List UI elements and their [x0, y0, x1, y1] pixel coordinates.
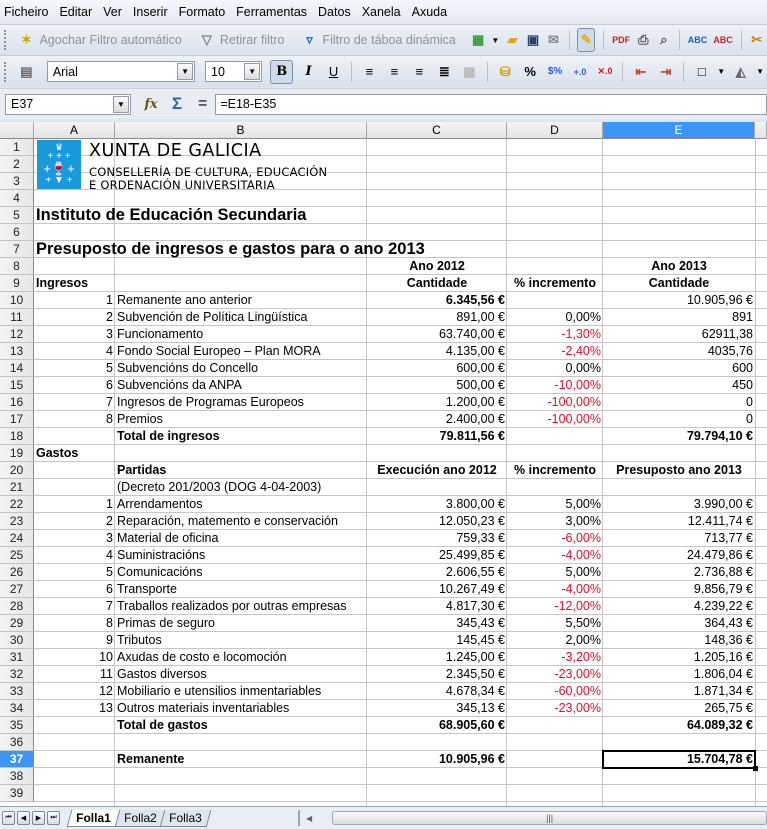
row-header-30[interactable]: 30: [0, 632, 34, 649]
percent-increment[interactable]: -60,00%: [554, 684, 601, 698]
amount-2013[interactable]: 1.205,16 €: [693, 650, 753, 664]
amount-2013[interactable]: 713,77 €: [704, 531, 753, 545]
percent-increment[interactable]: 5,50%: [565, 616, 601, 630]
amount-2012[interactable]: 2.400,00 €: [445, 412, 505, 426]
autospellcheck-icon[interactable]: ABC: [713, 35, 733, 45]
amount-2012[interactable]: 345,43 €: [456, 616, 505, 630]
header-presuposto-2013[interactable]: Presuposto ano 2013: [616, 463, 742, 477]
column-header-b[interactable]: B: [115, 122, 367, 139]
formula-bar: [0, 88, 767, 119]
item-label[interactable]: Subvencións do Concello: [117, 361, 259, 375]
standard-format-icon[interactable]: $%: [547, 66, 563, 77]
column-header-a[interactable]: A: [34, 122, 115, 139]
header-incremento[interactable]: % incremento: [514, 276, 596, 290]
header-cantidade-2013[interactable]: Cantidade: [648, 276, 710, 290]
section-ingresos[interactable]: Ingresos: [36, 276, 89, 290]
row-header-17[interactable]: 17: [0, 411, 34, 428]
item-number[interactable]: 7: [106, 395, 113, 409]
department-line-1: CONSELLERÍA DE CULTURA, EDUCACIÓN: [89, 165, 328, 179]
row-header-14[interactable]: 14: [0, 360, 34, 377]
amount-2012[interactable]: 63.740,00 €: [438, 327, 505, 341]
row-header-29[interactable]: 29: [0, 615, 34, 632]
decree-note[interactable]: (Decreto 201/2003 (DOG 4-04-2003): [117, 480, 322, 494]
amount-2012[interactable]: 500,00 €: [456, 378, 505, 392]
amount-2013[interactable]: 24.479,86 €: [686, 548, 753, 562]
item-number[interactable]: 7: [106, 599, 113, 613]
item-label[interactable]: Funcionamento: [117, 327, 204, 341]
chevron-down-icon[interactable]: ▼: [244, 63, 260, 80]
item-number[interactable]: 5: [106, 565, 113, 579]
item-label[interactable]: Comunicacións: [117, 565, 203, 579]
row-header-22[interactable]: 22: [0, 496, 34, 513]
row-header-4[interactable]: 4: [0, 190, 34, 207]
formatting-toolbar: [0, 55, 767, 87]
row-header-24[interactable]: 24: [0, 530, 34, 547]
column-header-d[interactable]: D: [507, 122, 603, 139]
item-number[interactable]: 3: [106, 327, 113, 341]
item-label[interactable]: Ingresos de Programas Europeos: [117, 395, 304, 409]
italic-icon[interactable]: I: [305, 64, 312, 79]
crosses-icon: + + +: [47, 151, 71, 162]
spellcheck-icon[interactable]: ABC: [687, 35, 708, 45]
header-cantidade-2012[interactable]: Cantidade: [406, 276, 468, 290]
item-label[interactable]: Reparación, matemento e conservación: [117, 514, 338, 528]
row-header-28[interactable]: 28: [0, 598, 34, 615]
amount-2012[interactable]: 600,00 €: [456, 361, 505, 375]
item-label[interactable]: Axudas de costo e locomoción: [117, 650, 287, 664]
align-left-icon[interactable]: ≡: [365, 64, 374, 79]
amount-2012[interactable]: 4.817,30 €: [445, 599, 505, 613]
item-number[interactable]: 4: [106, 548, 113, 562]
percent-increment[interactable]: -10,00%: [554, 378, 601, 392]
total-gastos-2013[interactable]: 64.089,32 €: [686, 718, 753, 732]
formula-equals-icon[interactable]: =: [198, 95, 208, 112]
item-number[interactable]: 13: [99, 701, 113, 715]
percent-increment[interactable]: 5,00%: [565, 565, 601, 579]
styles-icon[interactable]: ▤: [20, 63, 33, 79]
menu-ferramentas[interactable]: Ferramentas: [236, 5, 308, 19]
total-ingresos-2012[interactable]: 79.811,56 €: [439, 429, 505, 443]
percent-increment[interactable]: -100,00%: [547, 395, 601, 409]
amount-2013[interactable]: 4035,76: [707, 344, 753, 358]
item-number[interactable]: 1: [106, 293, 113, 307]
row-header-3[interactable]: 3: [0, 173, 34, 190]
toolbar-grip[interactable]: [4, 62, 8, 82]
previous-sheet-button[interactable]: ◀: [17, 811, 30, 825]
amount-2013[interactable]: 2.736,88 €: [693, 565, 753, 579]
section-gastos[interactable]: Gastos: [36, 446, 79, 460]
horizontal-scrollbar[interactable]: [298, 810, 767, 826]
amount-2012[interactable]: 25.499,85 €: [438, 548, 505, 562]
save-icon[interactable]: ▣: [526, 32, 540, 47]
formula-input[interactable]: =E18-E35: [215, 94, 767, 115]
menu-editar[interactable]: Editar: [59, 5, 93, 19]
hide-autofilter-button[interactable]: ✶ Agochar Filtro automático: [13, 30, 181, 50]
amount-2013[interactable]: 4.239,22 €: [693, 599, 753, 613]
decrease-indent-icon[interactable]: ⇤: [635, 63, 647, 79]
row-header-9[interactable]: 9: [0, 275, 34, 292]
xunta-logo: [37, 140, 81, 189]
font-name-select[interactable]: Arial ▼: [47, 61, 195, 82]
percent-increment[interactable]: -1,30%: [561, 327, 601, 341]
edit-mode-icon[interactable]: ✎: [577, 28, 595, 52]
row-header-33[interactable]: 33: [0, 683, 34, 700]
item-label[interactable]: Premios: [117, 412, 163, 426]
item-label[interactable]: Arrendamentos: [117, 497, 203, 511]
sheet-tab-folla1[interactable]: Folla1: [67, 810, 120, 827]
item-number[interactable]: 8: [106, 616, 113, 630]
row-header-6[interactable]: 6: [0, 224, 34, 241]
item-label[interactable]: Tributos: [117, 633, 162, 647]
background-color-icon[interactable]: ◭: [735, 63, 746, 79]
amount-2012[interactable]: 1.200,00 €: [445, 395, 505, 409]
amount-2013[interactable]: 0: [746, 412, 753, 426]
gridline: [34, 801, 767, 802]
percent-increment[interactable]: -4,00%: [561, 548, 601, 562]
item-label[interactable]: Gastos diversos: [117, 667, 207, 681]
amount-2013[interactable]: 450: [732, 378, 753, 392]
menu-formato[interactable]: Formato: [178, 5, 226, 19]
item-label[interactable]: Remanente ano anterior: [117, 293, 252, 307]
separator: [683, 62, 684, 82]
item-label[interactable]: Material de oficina: [117, 531, 219, 545]
amount-2012[interactable]: 6.345,56 €: [445, 293, 505, 307]
next-sheet-button[interactable]: ▶: [32, 811, 45, 825]
item-label[interactable]: Traballos realizados por outras empresas: [117, 599, 347, 613]
row-header-16[interactable]: 16: [0, 394, 34, 411]
item-number[interactable]: 10: [99, 650, 113, 664]
export-pdf-icon[interactable]: PDF: [612, 35, 631, 45]
delete-decimal-icon[interactable]: ✕.0: [597, 66, 613, 76]
row-header-38[interactable]: 38: [0, 768, 34, 785]
print-icon[interactable]: ⎙: [638, 32, 649, 47]
amount-2013[interactable]: 1.806,04 €: [693, 667, 753, 681]
percent-increment[interactable]: -100,00%: [547, 412, 601, 426]
amount-2012[interactable]: 1.245,00 €: [445, 650, 505, 664]
amount-2013[interactable]: 10.905,96 €: [686, 293, 753, 307]
percent-increment[interactable]: -6,00%: [561, 531, 601, 545]
standard-toolbar: [0, 24, 767, 55]
amount-2013[interactable]: 1.871,34 €: [693, 684, 753, 698]
row-header-35[interactable]: 35: [0, 717, 34, 734]
amount-2012[interactable]: 345,13 €: [456, 701, 505, 715]
menu-datos[interactable]: Datos: [318, 5, 351, 19]
merge-cells-icon[interactable]: ▦: [463, 63, 476, 79]
item-number[interactable]: 11: [100, 667, 113, 681]
row-header-27[interactable]: 27: [0, 581, 34, 598]
item-number[interactable]: 6: [106, 582, 113, 596]
header-ano-2012[interactable]: Ano 2012: [409, 259, 465, 273]
amount-2013[interactable]: 891: [732, 310, 753, 324]
amount-2012[interactable]: 759,33 €: [456, 531, 505, 545]
separator: [741, 30, 742, 50]
item-number[interactable]: 2: [106, 514, 113, 528]
chevron-down-icon[interactable]: ▼: [177, 63, 193, 80]
column-header-e[interactable]: E: [603, 122, 755, 139]
align-right-icon[interactable]: ≡: [415, 64, 424, 79]
sheet-tab-bar: [0, 806, 767, 829]
header-execucion-2012[interactable]: Execución ano 2012: [377, 463, 497, 477]
row-header-13[interactable]: 13: [0, 343, 34, 360]
align-center-icon[interactable]: ≡: [390, 64, 399, 79]
item-number[interactable]: 9: [106, 633, 113, 647]
magic-wand-icon: ✶: [21, 32, 32, 47]
item-label[interactable]: Fondo Social Europeo – Plan MORA: [117, 344, 321, 358]
chalice-icon: +🍷+: [43, 161, 75, 176]
cut-icon[interactable]: ✂: [751, 32, 763, 47]
percent-increment[interactable]: -23,00%: [554, 701, 601, 715]
percent-increment[interactable]: -4,00%: [561, 582, 601, 596]
item-number[interactable]: 3: [106, 531, 113, 545]
menu-ver[interactable]: Ver: [103, 5, 122, 19]
item-number[interactable]: 6: [106, 378, 113, 392]
amount-2013[interactable]: 600: [732, 361, 753, 375]
header-partidas[interactable]: Partidas: [117, 463, 167, 477]
item-label[interactable]: Primas de seguro: [117, 616, 215, 630]
item-number[interactable]: 2: [106, 310, 113, 324]
row-header-18[interactable]: 18: [0, 428, 34, 445]
open-folder-icon[interactable]: ▰: [507, 32, 518, 47]
chevron-down-icon[interactable]: ▼: [717, 67, 726, 76]
percent-increment[interactable]: -23,00%: [554, 667, 601, 681]
row-header-34[interactable]: 34: [0, 700, 34, 717]
remanente-2012[interactable]: 10.905,96 €: [438, 752, 505, 766]
menu-inserir[interactable]: Inserir: [132, 5, 168, 19]
row-header-1[interactable]: 1: [0, 139, 34, 156]
email-icon[interactable]: ✉: [548, 32, 559, 47]
percent-increment[interactable]: [507, 292, 603, 309]
row-header-10[interactable]: 10: [0, 292, 34, 309]
percent-increment[interactable]: -2,40%: [561, 344, 601, 358]
total-gastos-2012[interactable]: 68.905,60 €: [438, 718, 505, 732]
item-number[interactable]: 5: [106, 361, 113, 375]
scroll-left-icon[interactable]: ◀: [306, 813, 313, 823]
row-header-19[interactable]: 19: [0, 445, 34, 462]
header-incremento[interactable]: % incremento: [514, 463, 596, 477]
percent-increment[interactable]: 2,00%: [565, 633, 601, 647]
amount-2012[interactable]: 10.267,49 €: [438, 582, 505, 596]
chevron-down-icon[interactable]: ▼: [113, 96, 129, 113]
item-number[interactable]: 8: [106, 412, 113, 426]
amount-2012[interactable]: 2.345,50 €: [445, 667, 505, 681]
amount-2012[interactable]: 2.606,55 €: [445, 565, 505, 579]
separator: [351, 62, 352, 82]
first-sheet-button[interactable]: ⏮: [2, 811, 15, 825]
header-ano-2013[interactable]: Ano 2013: [651, 259, 707, 273]
sheet-title[interactable]: Presuposto de ingresos e gastos para o ano 2013: [36, 240, 425, 258]
gridline: [34, 784, 767, 785]
percent-increment[interactable]: -12,00%: [554, 599, 601, 613]
font-size-select[interactable]: 10 ▼: [205, 61, 262, 82]
row-header-12[interactable]: 12: [0, 326, 34, 343]
item-number[interactable]: 1: [106, 497, 113, 511]
column-header-c[interactable]: C: [367, 122, 507, 139]
menu-ficheiro[interactable]: Ficheiro: [4, 5, 49, 19]
percent-increment[interactable]: 0,00%: [565, 310, 601, 324]
increase-indent-icon[interactable]: ⇥: [660, 63, 672, 79]
function-wizard-icon[interactable]: fx: [144, 96, 158, 112]
item-label[interactable]: Mobiliario e utensilios inmentariables: [117, 684, 322, 698]
borders-icon[interactable]: □: [697, 64, 706, 79]
separator: [622, 62, 623, 82]
separator: [603, 30, 604, 50]
row-header-25[interactable]: 25: [0, 547, 34, 564]
amount-2013[interactable]: 265,75 €: [704, 701, 753, 715]
amount-2012[interactable]: 12.050,23 €: [438, 514, 505, 528]
last-sheet-button[interactable]: ⏭: [47, 811, 60, 825]
amount-2013[interactable]: 364,43 €: [704, 616, 753, 630]
crosses-icon: + ▼ +: [45, 175, 73, 186]
select-all-corner[interactable]: [0, 122, 34, 139]
row-header-21[interactable]: 21: [0, 479, 34, 496]
menu-axuda[interactable]: Axuda: [411, 5, 448, 19]
row-header-20[interactable]: 20: [0, 462, 34, 479]
crown-icon: ♛: [54, 142, 64, 152]
sheet-tab-folla3[interactable]: Folla3: [160, 810, 211, 827]
item-number[interactable]: 12: [99, 684, 113, 698]
sheet-tab-folla2[interactable]: Folla2: [114, 810, 165, 827]
new-document-icon[interactable]: ▦: [471, 32, 485, 47]
amount-2012[interactable]: 3.800,00 €: [445, 497, 505, 511]
chevron-down-icon[interactable]: ▼: [491, 35, 500, 45]
percent-increment[interactable]: 5,00%: [565, 497, 601, 511]
total-ingresos-2013[interactable]: 79.794,10 €: [686, 429, 753, 443]
toolbar-grip[interactable]: [4, 30, 7, 50]
row-header-26[interactable]: 26: [0, 564, 34, 581]
currency-format-icon[interactable]: ⛁: [499, 63, 511, 79]
amount-2012[interactable]: 4.678,34 €: [445, 684, 505, 698]
row-header-37[interactable]: 37: [0, 751, 34, 768]
row-header-2[interactable]: 2: [0, 156, 34, 173]
percent-format-icon[interactable]: %: [524, 64, 536, 79]
school-name[interactable]: Instituto de Educación Secundaria: [36, 206, 307, 224]
scrollbar-thumb[interactable]: |||: [332, 811, 767, 825]
menu-xanela[interactable]: Xanela: [361, 5, 401, 19]
spreadsheet-grid[interactable]: [0, 122, 767, 806]
item-label[interactable]: Outros materiais inventariables: [117, 701, 290, 715]
org-name: XUNTA DE GALICIA: [89, 141, 262, 161]
amount-2013[interactable]: 9.856,79 €: [693, 582, 753, 596]
amount-2012[interactable]: 145,45 €: [456, 633, 505, 647]
separator: [679, 30, 680, 50]
justify-icon[interactable]: ≣: [438, 63, 450, 79]
name-box[interactable]: E37 ▼: [5, 94, 131, 115]
pivot-table-filter-button[interactable]: ▿ Filtro de táboa dinámica: [296, 30, 455, 50]
add-decimal-icon[interactable]: +.0: [573, 66, 587, 77]
row-header-7[interactable]: 7: [0, 241, 34, 258]
item-label[interactable]: Suministracións: [117, 548, 206, 562]
row-header-15[interactable]: 15: [0, 377, 34, 394]
bold-icon[interactable]: B: [270, 60, 293, 84]
item-label[interactable]: Subvencións da ANPA: [117, 378, 242, 392]
row-header-39[interactable]: 39: [0, 785, 34, 802]
separator: [569, 30, 570, 50]
print-preview-icon[interactable]: ⌕: [660, 32, 668, 47]
percent-increment[interactable]: 0,00%: [565, 361, 601, 375]
amount-2013[interactable]: 3.990,00 €: [693, 497, 753, 511]
amount-2012[interactable]: 4.135,00 €: [445, 344, 505, 358]
total-ingresos-label[interactable]: Total de ingresos: [117, 429, 220, 443]
sum-icon[interactable]: Σ: [171, 94, 183, 113]
fill-handle[interactable]: [753, 766, 758, 771]
row-header-31[interactable]: 31: [0, 649, 34, 666]
remanente-label[interactable]: Remanente: [117, 752, 185, 766]
remove-filter-button[interactable]: ▽ Retirar filtro: [194, 30, 285, 50]
column-header-f[interactable]: [755, 122, 767, 139]
remanente-2013[interactable]: 15.704,78 €: [686, 752, 753, 766]
row-header-8[interactable]: 8: [0, 258, 34, 275]
row-header-11[interactable]: 11: [0, 309, 34, 326]
item-number[interactable]: 4: [106, 344, 113, 358]
underline-icon[interactable]: U: [328, 64, 339, 79]
amount-2013[interactable]: 12.411,74 €: [687, 514, 753, 528]
row-header-36[interactable]: 36: [0, 734, 34, 751]
row-header-5[interactable]: 5: [0, 207, 34, 224]
amount-2013[interactable]: 62911,38: [701, 327, 753, 341]
pivot-filter-icon: ▿: [306, 32, 313, 47]
percent-increment[interactable]: -3,20%: [561, 650, 601, 664]
separator: [487, 62, 488, 82]
row-header-23[interactable]: 23: [0, 513, 34, 530]
menu-bar: [0, 0, 767, 24]
department-line-2: E ORDENACIÓN UNIVERSITARIA: [89, 178, 275, 192]
amount-2013[interactable]: 0: [746, 395, 753, 409]
item-label[interactable]: Subvención de Política Lingüística: [117, 310, 308, 324]
filter-icon: ▽: [201, 32, 212, 47]
item-label[interactable]: Transporte: [117, 582, 177, 596]
percent-increment[interactable]: 3,00%: [565, 514, 601, 528]
cell-cursor[interactable]: [602, 750, 756, 769]
total-gastos-label[interactable]: Total de gastos: [117, 718, 208, 732]
row-header-32[interactable]: 32: [0, 666, 34, 683]
chevron-down-icon[interactable]: ▼: [756, 67, 765, 76]
amount-2013[interactable]: 148,36 €: [704, 633, 753, 647]
amount-2012[interactable]: 891,00 €: [456, 310, 505, 324]
